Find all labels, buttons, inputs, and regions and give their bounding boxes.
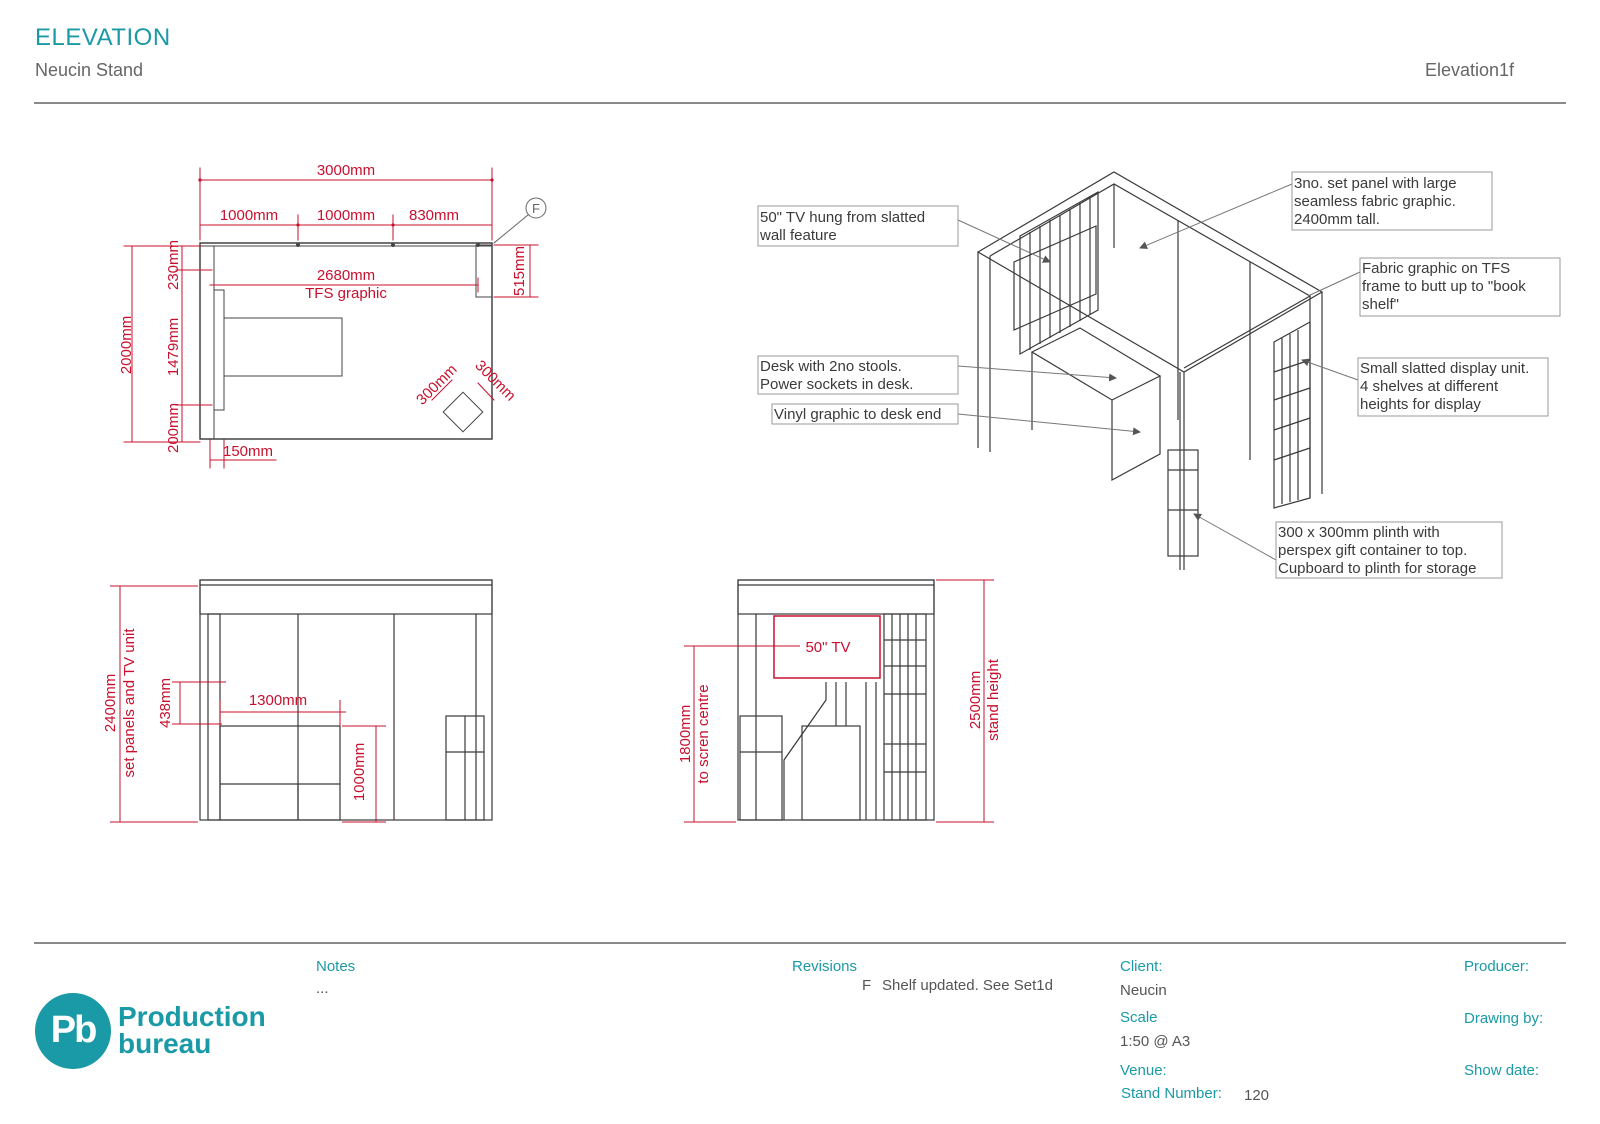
- dim-plinth-a: 300mm: [413, 361, 461, 409]
- note-fabric-1: Fabric graphic on TFS: [1362, 260, 1511, 277]
- dim-2500: 2500mm: [967, 670, 984, 730]
- note-panels-3: 2400mm tall.: [1294, 211, 1380, 228]
- note-slatted-1: Small slatted display unit.: [1360, 360, 1530, 377]
- dim-2400: 2400mm: [102, 673, 119, 733]
- logo-text-production: Production: [118, 1001, 266, 1032]
- notes-value: ...: [316, 980, 329, 997]
- footer-divider: [34, 942, 1566, 944]
- client-value: Neucin: [1120, 982, 1167, 999]
- notes-label: Notes: [316, 958, 356, 975]
- note-slatted-2: 4 shelves at different: [1360, 378, 1499, 395]
- client-label: Client:: [1120, 958, 1163, 975]
- dim-438: 438mm: [157, 677, 174, 729]
- stand-number-label: Stand Number:: [1121, 1085, 1222, 1102]
- note-fabric-3: shelf": [1362, 296, 1400, 313]
- stand-number-value: 120: [1244, 1087, 1270, 1104]
- dim-2400-sub: set panels and TV unit: [121, 628, 138, 778]
- dim-depth: 2000mm: [118, 315, 135, 375]
- front-desk: [220, 726, 340, 820]
- front-elevation: [200, 580, 492, 820]
- note-vinyl: Vinyl graphic to desk end: [774, 406, 942, 423]
- note-tv-2: wall feature: [760, 227, 837, 244]
- note-plinth-3: Cupboard to plinth for storage: [1278, 560, 1477, 577]
- revision-text: Shelf updated. See Set1d: [882, 977, 1053, 994]
- plan-desk: [224, 318, 342, 376]
- plan-plinth: [443, 392, 483, 432]
- scale-value: 1:50 @ A3: [1120, 1033, 1191, 1050]
- dim-plinth-b: 300mm: [471, 357, 519, 405]
- dim-overall-width: 3000mm: [316, 162, 376, 179]
- dim-segment-1: 1000mm: [219, 207, 279, 224]
- logo-mark-text: Pb: [50, 1009, 96, 1051]
- project-name: Neucin Stand: [35, 60, 144, 80]
- page-title: ELEVATION: [35, 24, 171, 51]
- dim-segment-3: 830mm: [408, 207, 460, 224]
- note-panels-2: seamless fabric graphic.: [1294, 193, 1456, 210]
- dim-2500-sub: stand height: [985, 659, 1002, 741]
- revisions-label: Revisions: [792, 958, 858, 975]
- note-desk-2: Power sockets in desk.: [760, 376, 914, 393]
- note-slatted-3: heights for display: [1360, 396, 1481, 413]
- note-panels-1: 3no. set panel with large: [1294, 175, 1457, 192]
- revision-code: F: [862, 977, 872, 994]
- side-tv-label: 50" TV: [805, 639, 851, 656]
- note-tv-1: 50" TV hung from slatted: [760, 209, 926, 226]
- note-desk-1: Desk with 2no stools.: [760, 358, 902, 375]
- dim-segment-2: 1000mm: [316, 207, 376, 224]
- logo-text-bureau: bureau: [118, 1028, 212, 1059]
- dim-515: 515mm: [511, 245, 528, 297]
- plan-view: [118, 162, 546, 468]
- producer-label: Producer:: [1464, 958, 1530, 975]
- drawing-reference: Elevation1f: [1424, 60, 1514, 80]
- dim-1000: 1000mm: [351, 742, 368, 802]
- dim-1800-sub: to scren centre: [695, 684, 712, 784]
- note-fabric-2: frame to butt up to "book: [1362, 278, 1526, 295]
- dim-tfs-width: 2680mm: [316, 267, 376, 284]
- logo-mark: [35, 993, 111, 1069]
- drawing-by-label: Drawing by:: [1464, 1010, 1544, 1027]
- note-plinth-2: perspex gift container to top.: [1278, 542, 1468, 559]
- scale-label: Scale: [1120, 1009, 1158, 1026]
- dim-1479: 1479mm: [165, 317, 182, 377]
- note-plinth-1: 300 x 300mm plinth with: [1278, 524, 1440, 541]
- venue-label: Venue:: [1120, 1062, 1167, 1079]
- dim-150: 150mm: [222, 443, 274, 460]
- dim-230: 230mm: [165, 239, 182, 291]
- dim-1800: 1800mm: [677, 704, 694, 764]
- revision-marker-label: F: [532, 201, 540, 216]
- dim-200: 200mm: [165, 402, 182, 454]
- show-date-label: Show date:: [1464, 1062, 1540, 1079]
- tfs-graphic-label: TFS graphic: [305, 285, 387, 302]
- dim-1300: 1300mm: [248, 692, 308, 709]
